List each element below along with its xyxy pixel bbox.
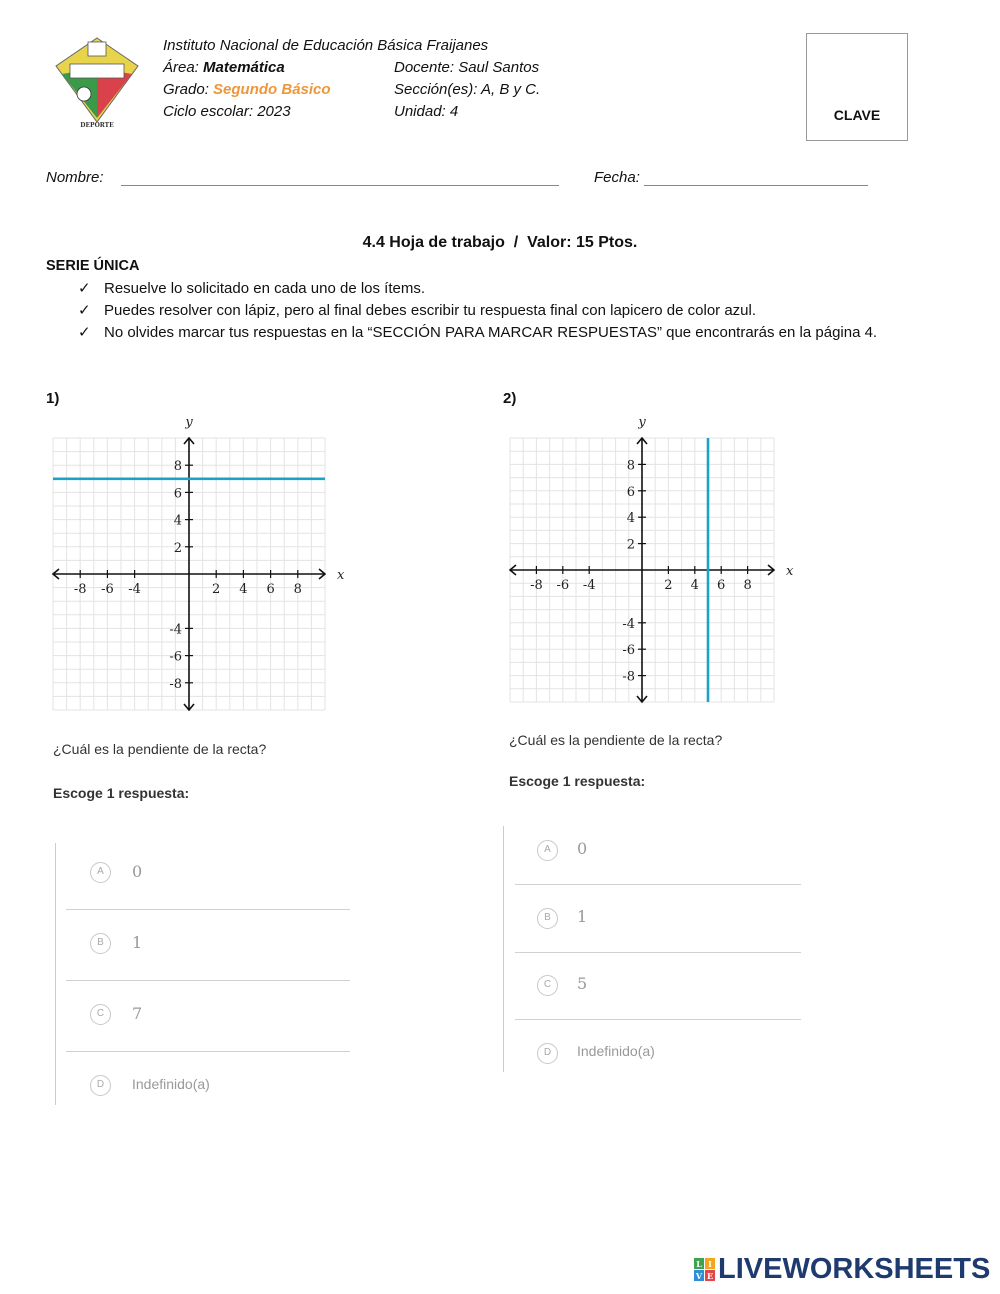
date-label: Fecha: [594,169,640,186]
option-letter-circle: B [537,908,558,929]
school-logo [52,34,142,130]
option-letter-circle: C [90,1004,111,1025]
grade-line: Grado: Segundo Básico [163,81,331,98]
option-divider [66,1051,350,1052]
svg-text:L: L [696,1259,702,1269]
x-axis-label: x [786,564,794,579]
option-divider [515,884,801,885]
option-letter-circle: B [90,933,111,954]
option-divider [66,980,350,981]
x-tick-label: 2 [664,578,673,593]
y-tick-label: 6 [173,486,182,502]
y-tick-label: 4 [173,513,182,529]
x-tick-label: -6 [556,578,570,593]
problem-1-choose: Escoge 1 respuesta: [53,785,190,801]
y-axis-label: y [185,415,193,430]
option-label: Indefinido(a) [577,1043,655,1059]
problem-1-number: 1) [46,390,60,407]
problem-1-options-bar [55,843,56,1105]
logo-text: DEPORTE [80,122,114,129]
x-tick-label: -8 [73,582,87,597]
option-label: 5 [577,974,588,993]
liveworksheets-brand: LIVEWORKSHEETS [718,1253,991,1285]
option-label: 0 [132,862,143,881]
x-tick-label: 4 [239,582,248,597]
y-tick-label: -4 [169,622,182,638]
x-tick-label: 8 [743,578,752,593]
y-tick-label: 8 [173,459,182,475]
problem-1-graph [48,405,348,715]
option-letter-circle: A [90,862,111,883]
x-tick-label: -8 [530,578,543,593]
y-tick-label: -8 [622,669,635,685]
option-label: 1 [577,907,588,926]
teacher: Docente: Saul Santos [394,59,540,76]
y-tick-label: -8 [169,676,182,692]
liveworksheets-icon [694,1258,716,1282]
y-axis-label: y [638,415,646,430]
institution-name: Instituto Nacional de Educación Básica Fraijanes [163,37,489,54]
svg-text:I: I [708,1259,712,1269]
option-letter-circle: D [90,1075,111,1096]
area-line: Área: Matemática [163,59,285,76]
y-tick-label: -4 [622,616,635,632]
y-tick-label: 4 [626,511,635,527]
name-label: Nombre: [46,169,104,186]
option-letter-circle: D [537,1043,558,1064]
unit: Unidad: 4 [394,103,459,120]
option-divider [515,952,801,953]
option-label: Indefinido(a) [132,1076,210,1092]
option-letter-circle: C [537,975,558,996]
y-tick-label: 6 [626,484,635,500]
y-tick-label: 2 [626,537,635,553]
worksheet-title: 4.4 Hoja de trabajo / Valor: 15 Ptos. [362,234,638,251]
option-divider [515,1019,801,1020]
y-tick-label: 8 [626,458,635,474]
instruction-3: ✓ No olvides marcar tus respuestas en la “SECCIÓN PARA MARCAR RESPUESTAS” que encontrarás en la página 4. [78,324,878,341]
name-field[interactable] [121,185,559,186]
date-field[interactable] [644,185,868,186]
school-year: Ciclo escolar: 2023 [163,103,291,120]
problem-2-graph [505,405,805,710]
x-tick-label: -4 [128,582,141,597]
x-tick-label: -6 [101,582,114,597]
option-divider [66,909,350,910]
svg-text:E: E [706,1271,714,1281]
option-letter-circle: A [537,840,558,861]
y-tick-label: 2 [173,540,182,556]
sections: Sección(es): A, B y C. [394,81,541,98]
clave-box [806,33,908,141]
option-label: 7 [132,1004,143,1023]
problem-2-question: ¿Cuál es la pendiente de la recta? [509,732,723,748]
problem-1-question: ¿Cuál es la pendiente de la recta? [53,741,267,757]
y-tick-label: -6 [622,643,635,659]
svg-text:V: V [695,1271,703,1281]
instruction-2: ✓ Puedes resolver con lápiz, pero al final debes escribir tu respuesta final con lapicero de color azul. [78,302,757,319]
x-tick-label: 8 [293,582,302,597]
y-tick-label: -6 [169,649,182,665]
option-label: 1 [132,933,143,952]
problem-2-number: 2) [503,390,517,407]
problem-2-choose: Escoge 1 respuesta: [509,773,646,789]
x-axis-label: x [337,568,345,583]
problem-2-options-bar [503,826,504,1072]
instruction-1: ✓ Resuelve lo solicitado en cada uno de los ítems. [78,280,426,297]
clave-label: CLAVE [833,107,881,123]
x-tick-label: -4 [582,578,596,593]
x-tick-label: 2 [212,582,221,597]
x-tick-label: 6 [266,582,275,597]
x-tick-label: 4 [690,578,699,593]
x-tick-label: 6 [717,578,726,593]
series-heading: SERIE ÚNICA [46,258,140,274]
option-label: 0 [577,839,588,858]
